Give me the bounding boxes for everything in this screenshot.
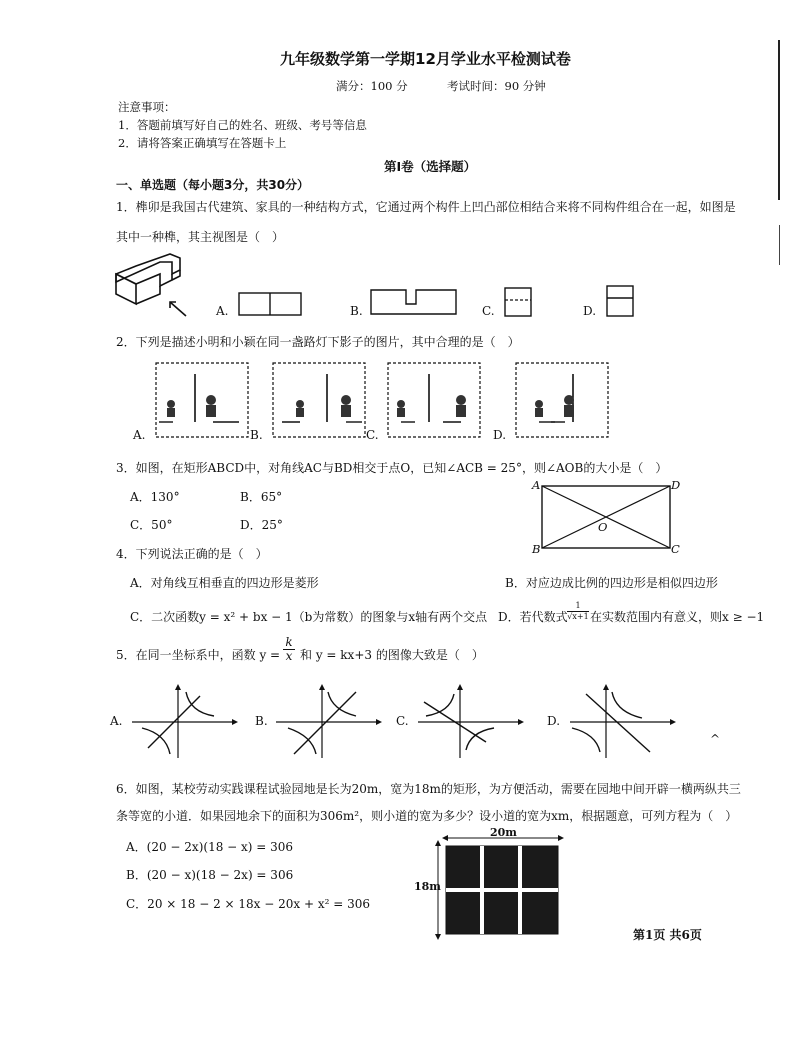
q1-option-b-label: B. bbox=[350, 304, 363, 318]
q6-line2: 条等宽的小道．如果园地余下的面积为306m²，则小道的宽为多少？设小道的宽为xm，根据题意，可列方程为（ ） bbox=[116, 809, 738, 823]
scan-edge-line bbox=[778, 40, 780, 200]
q5-option-d-label: D. bbox=[547, 714, 561, 728]
q2-text: 2．下列是描述小明和小颖在同一盏路灯下影子的图片，其中合理的是（ ） bbox=[116, 335, 520, 349]
q6-line1: 6．如图，某校劳动实践课程试验园地是长为20m，宽为18m的矩形，为方便活动，需要在园地中间开辟一横两纵共三 bbox=[116, 782, 741, 796]
q3-point-a: A bbox=[532, 478, 541, 492]
q1-line2: 其中一种榫，其主视图是（ ） bbox=[116, 230, 285, 244]
full-score: 满分：100 分 bbox=[336, 79, 408, 93]
q1-option-a-figure bbox=[238, 292, 302, 318]
q3-option-b: B．65° bbox=[240, 490, 283, 504]
q2-option-a-label: A. bbox=[133, 428, 146, 442]
q2-option-c-figure bbox=[387, 362, 482, 440]
exam-title: 九年级数学第一学期12月学业水平检测试卷 bbox=[280, 50, 571, 68]
exam-time: 考试时间：90 分钟 bbox=[447, 79, 546, 93]
q4-fraction-numerator: 1 bbox=[567, 601, 589, 612]
q4-option-b: B．对应边成比例的四边形是相似四边形 bbox=[505, 576, 718, 590]
q2-option-b-figure bbox=[272, 362, 367, 440]
q6-garden-figure bbox=[434, 834, 564, 936]
q4-option-a: A．对角线互相垂直的四边形是菱形 bbox=[130, 576, 319, 590]
q1-option-d-figure bbox=[606, 285, 636, 319]
q1-option-a-label: A. bbox=[216, 304, 229, 318]
q3-point-o: O bbox=[598, 520, 608, 534]
q5-fraction bbox=[283, 636, 295, 663]
q3-point-c: C bbox=[671, 542, 680, 556]
page-number: 第1页 共6页 bbox=[633, 928, 702, 942]
q2-option-a-figure bbox=[155, 362, 250, 440]
q6-option-c: C．20 × 18 − 2 × 18x − 20x + x² = 306 bbox=[126, 897, 371, 911]
q1-option-c-label: C. bbox=[482, 304, 495, 318]
q3-option-d: D．25° bbox=[240, 518, 283, 532]
q4-fraction bbox=[567, 601, 589, 622]
note-item-2: 2．请将答案正确填写在答题卡上 bbox=[118, 136, 287, 150]
q1-option-c-figure bbox=[504, 287, 534, 319]
section-title: 第Ⅰ卷（选择题） bbox=[384, 159, 477, 174]
q3-point-d: D bbox=[671, 478, 681, 492]
q4-text: 4．下列说法正确的是（ ） bbox=[116, 547, 268, 561]
q2-option-d-figure bbox=[515, 362, 610, 440]
part-heading: 一、单选题（每小题3分，共30分） bbox=[116, 178, 310, 192]
q5-fraction-k: k bbox=[283, 636, 295, 650]
q3-text: 3．如图，在矩形ABCD中，对角线AC与BD相交于点O，已知∠ACB = 25°，则∠AOB的大小是（ ） bbox=[116, 461, 668, 475]
q5-option-c-graph bbox=[414, 686, 524, 760]
q5-option-a-graph bbox=[128, 686, 238, 760]
stray-mark: ^ bbox=[710, 732, 721, 746]
q5-option-a-label: A. bbox=[110, 714, 123, 728]
q5-option-b-label: B. bbox=[255, 714, 268, 728]
q6-width-label: 20m bbox=[490, 826, 517, 839]
q5-option-c-label: C. bbox=[396, 714, 409, 728]
q3-option-a: A．130° bbox=[130, 490, 180, 504]
q1-line1: 1．榫卯是我国古代建筑、家具的一种结构方式，它通过两个构件上凹凸部位相结合来将不同构件组合在一起，如图是 bbox=[116, 200, 736, 214]
q2-option-b-label: B. bbox=[250, 428, 263, 442]
q3-option-c: C．50° bbox=[130, 518, 173, 532]
q2-option-c-label: C. bbox=[366, 428, 379, 442]
q2-option-d-label: D. bbox=[493, 428, 507, 442]
q4-fraction-denominator: √x+1 bbox=[567, 612, 589, 621]
q5-fraction-x: x bbox=[285, 649, 293, 663]
q6-option-a: A．(20 − 2x)(18 − x) = 306 bbox=[126, 840, 294, 854]
q6-option-b: B．(20 − x)(18 − 2x) = 306 bbox=[126, 868, 294, 882]
q5-option-d-graph bbox=[566, 686, 676, 760]
notes-heading: 注意事项： bbox=[118, 100, 176, 114]
q1-option-b-figure bbox=[370, 286, 460, 316]
note-item-1: 1．答题前填写好自己的姓名、班级、考号等信息 bbox=[118, 118, 367, 132]
q3-point-b: B bbox=[532, 542, 541, 556]
q1-tenon-figure bbox=[110, 250, 200, 320]
q6-height-label: 18m bbox=[414, 880, 441, 893]
q4-option-d-prefix: D．若代数式 bbox=[498, 610, 568, 624]
q5-suffix: 和 y = kx+3 的图像大致是（ ） bbox=[300, 648, 484, 662]
q1-option-d-label: D. bbox=[583, 304, 597, 318]
q5-option-b-graph bbox=[272, 686, 382, 760]
q4-option-c: C．二次函数y = x² + bx − 1（b为常数）的图象与x轴有两个交点 bbox=[130, 610, 488, 624]
scan-edge-mark bbox=[779, 225, 780, 265]
q5-prefix: 5．在同一坐标系中，函数 y = bbox=[116, 648, 281, 662]
q3-rectangle-figure bbox=[530, 478, 690, 558]
q4-option-d-suffix: 在实数范围内有意义，则x ≥ −1 bbox=[590, 610, 765, 624]
